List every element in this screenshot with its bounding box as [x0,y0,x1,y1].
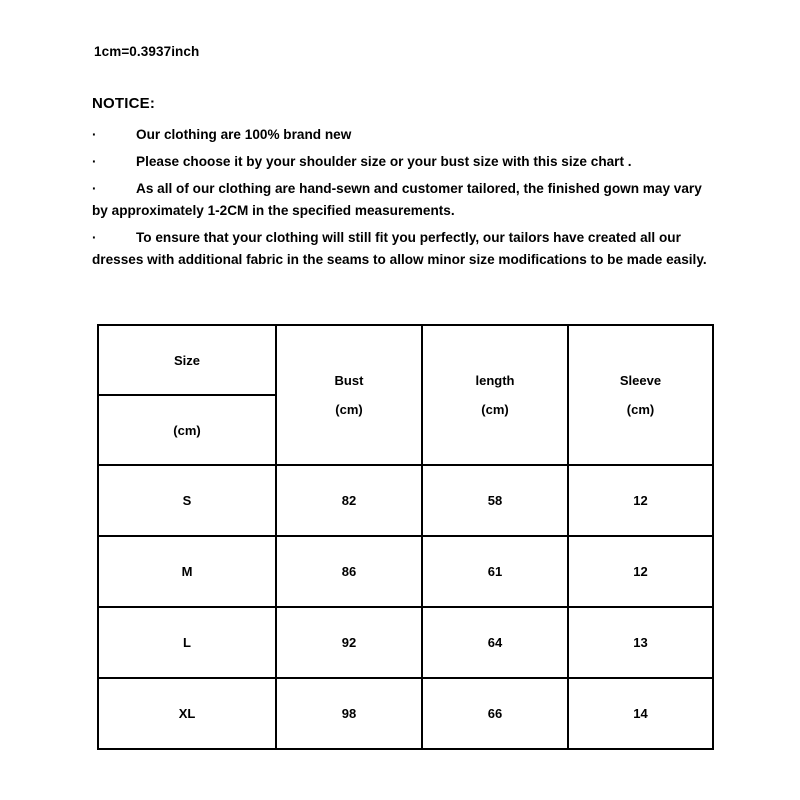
cell-sleeve: 12 [568,465,713,536]
cell-sleeve: 14 [568,678,713,749]
cell-bust: 82 [276,465,422,536]
header-sleeve-unit: (cm) [626,402,655,417]
table-row [98,607,713,678]
header-bust [276,325,422,465]
table-row [98,465,713,536]
notice-item [92,124,717,146]
notice-item-text: As all of our clothing are hand-sewn and customer tailored, the finished gown may vary by approximately 1-2CM in the specified measurements. [92,181,702,219]
cell-size: L [98,607,276,678]
cell-length: 58 [422,465,568,536]
notice-item [92,227,717,271]
notice-item-text: To ensure that your clothing will still fit you perfectly, our tailors have created all our dresses with additional fabric in the seams to allow minor size modifications to be made easily. [92,230,707,268]
notice-title: NOTICE: [92,95,156,112]
bullet-icon: · [92,181,97,197]
cell-bust: 92 [276,607,422,678]
table-header-row [98,325,713,395]
bullet-icon: · [92,230,97,246]
cell-size: M [98,536,276,607]
bullet-icon: · [92,154,97,170]
cell-bust: 86 [276,536,422,607]
cell-length: 66 [422,678,568,749]
bullet-icon: · [92,127,97,142]
size-chart-table [97,324,714,750]
notice-item-text: Our clothing are 100% brand new [136,127,352,142]
header-bust-name: Bust [334,373,364,388]
notice-item-text: Please choose it by your shoulder size or your bust size with this size chart . [136,154,632,170]
header-sleeve-name: Sleeve [619,373,662,388]
notice-section [92,95,717,276]
header-length [422,325,568,465]
header-bust-unit: (cm) [335,402,363,417]
header-size-label: Size [98,325,276,395]
cell-length: 61 [422,536,568,607]
cell-sleeve: 13 [568,607,713,678]
notice-item [92,178,717,222]
cell-bust: 98 [276,678,422,749]
cell-size: S [98,465,276,536]
unit-conversion-note: 1cm=0.3937inch [94,44,200,59]
cell-length: 64 [422,607,568,678]
cell-sleeve: 12 [568,536,713,607]
notice-item [92,151,717,173]
header-length-name: length [475,373,515,388]
header-sleeve [568,325,713,465]
header-size-unit: (cm) [98,395,276,465]
table-row [98,678,713,749]
cell-size: XL [98,678,276,749]
table-row [98,536,713,607]
header-length-unit: (cm) [481,402,509,417]
